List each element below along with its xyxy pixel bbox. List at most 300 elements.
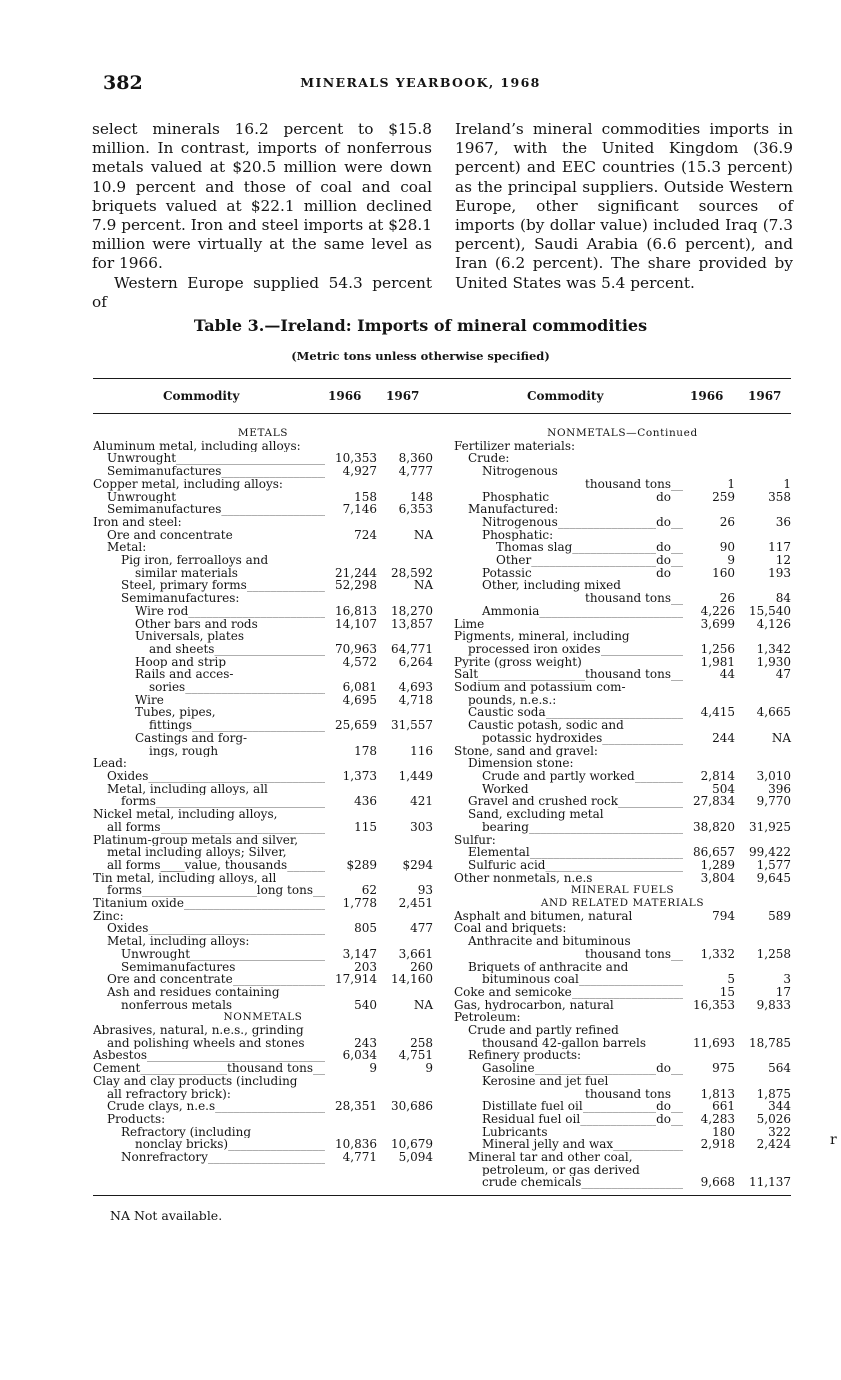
table-row	[93, 846, 433, 859]
commodity-label: Clay and clay products (including	[93, 1074, 298, 1088]
table-row	[454, 478, 791, 491]
commodity-cell	[454, 630, 683, 643]
value-1966: 10,836	[335, 1137, 377, 1152]
value-1966: 1,981	[700, 654, 735, 669]
table-row	[93, 567, 433, 580]
table-row	[454, 681, 791, 694]
value-1966: 26	[719, 591, 735, 606]
commodity-cell	[93, 605, 325, 618]
dot-leader	[532, 567, 656, 580]
value-1967: 18,270	[391, 603, 433, 618]
table-row	[454, 567, 791, 580]
commodity-label: bituminous coal	[482, 973, 579, 986]
value-1966: 203	[354, 959, 377, 974]
dot-leader	[529, 783, 683, 796]
commodity-cell	[454, 808, 683, 821]
value-1967: 31,925	[749, 819, 791, 834]
value-1966: 1,289	[700, 857, 735, 872]
value-1967: 5,094	[398, 1150, 433, 1165]
unit-label: do	[656, 1062, 671, 1075]
value-1966: 504	[712, 781, 735, 796]
commodity-label: Worked	[482, 782, 529, 796]
paragraph: select minerals 16.2 percent to $15.8 million. In contrast, imports of nonferrous metals valued at $20.5 million were down 10.9 percent and those of coal and coal briquets valued at $22.1 million declined 7.9 percent. Iron and steel imports at $28.1 million were virtually at the same level as for 1966.	[92, 120, 432, 273]
commodity-cell	[93, 656, 325, 669]
value-1966: 70,963	[335, 641, 377, 656]
commodity-cell	[454, 732, 683, 745]
value-1966	[325, 516, 377, 529]
value-1966	[683, 452, 735, 465]
table-row	[454, 859, 791, 872]
commodity-cell	[93, 491, 325, 504]
value-1967: 1,930	[756, 654, 791, 669]
commodity-label: forms	[107, 884, 142, 898]
commodity-label: nonferrous metals	[121, 998, 233, 1012]
table-row	[454, 529, 791, 542]
commodity-label: Unwrought	[107, 452, 177, 466]
commodity-cell	[454, 910, 683, 923]
value-1967	[377, 808, 433, 821]
commodity-label: Other nonmetals, n.e.s	[454, 871, 593, 885]
table-row	[93, 1113, 433, 1126]
commodity-cell	[454, 1138, 683, 1151]
value-1967: 4,665	[756, 705, 791, 720]
text-column-left	[92, 120, 432, 312]
table-row	[454, 1088, 791, 1101]
value-1967: 358	[768, 489, 791, 504]
value-1966	[325, 1113, 377, 1126]
dot-leader-end: __	[671, 592, 683, 605]
table-row	[93, 922, 433, 935]
commodity-cell	[454, 592, 683, 605]
value-1966: 3,147	[342, 946, 377, 961]
dot-leader	[218, 745, 325, 758]
value-1967: 260	[410, 959, 433, 974]
value-1966: 6,034	[342, 1048, 377, 1063]
value-1967: 47	[775, 667, 791, 682]
value-1967	[735, 465, 791, 478]
table-right-half	[454, 427, 791, 1189]
dot-leader	[190, 948, 325, 961]
table-row	[93, 986, 433, 999]
value-1967: 1,258	[756, 946, 791, 961]
dot-leader-end: __	[671, 668, 683, 682]
table-row	[93, 1151, 433, 1164]
commodity-label: processed iron oxides	[468, 642, 601, 656]
dot-leader	[572, 541, 656, 554]
value-1967: NA	[413, 578, 433, 593]
running-head: MINERALS YEARBOOK, 1968	[300, 75, 541, 90]
commodity-cell	[93, 1126, 325, 1139]
commodity-cell	[454, 973, 683, 986]
table-row	[93, 834, 433, 847]
dot-leader	[184, 897, 325, 910]
value-1967: 2,424	[756, 1137, 791, 1152]
commodity-cell	[93, 897, 325, 910]
value-1967: NA	[413, 527, 433, 542]
value-1967	[377, 846, 433, 859]
value-1967: 10,679	[391, 1137, 433, 1152]
value-1967	[735, 935, 791, 948]
dot-leader	[214, 643, 325, 656]
commodity-cell	[93, 1138, 325, 1151]
value-1966: 6,081	[342, 680, 377, 695]
value-1967: 589	[768, 908, 791, 923]
value-1967: 117	[768, 540, 791, 555]
commodity-cell	[454, 757, 683, 770]
value-1967: 258	[410, 1035, 433, 1050]
table-row	[93, 859, 433, 872]
dot-leader	[188, 605, 325, 618]
commodity-cell	[454, 1011, 683, 1024]
commodity-label: Tin metal, including alloys, all	[93, 871, 277, 885]
commodity-label: Semimanufactures	[107, 465, 222, 478]
text-column-right	[455, 120, 793, 293]
table-row	[93, 948, 433, 961]
value-1966	[683, 922, 735, 935]
commodity-cell	[93, 770, 325, 783]
unit-label: do	[656, 1100, 671, 1113]
table-row	[93, 897, 433, 910]
value-1967	[377, 541, 433, 554]
value-1966: 4,695	[342, 692, 377, 707]
value-1967: NA	[413, 997, 433, 1012]
table-row	[93, 694, 433, 707]
unit-label: thousand tons	[585, 668, 671, 682]
dot-leader	[635, 770, 683, 783]
table-row	[454, 1176, 791, 1189]
commodity-label: Thomas slag	[496, 541, 573, 555]
dot-leader	[581, 1176, 683, 1189]
commodity-label: sories	[149, 681, 186, 694]
value-1967: 1,875	[756, 1086, 791, 1101]
value-1967: 1	[783, 476, 791, 491]
commodity-cell	[454, 961, 683, 974]
value-1966: 724	[354, 527, 377, 542]
commodity-cell	[454, 872, 683, 885]
table-row	[454, 618, 791, 631]
value-1966: 44	[719, 667, 735, 682]
table-row	[93, 630, 433, 643]
value-1966: 436	[354, 794, 377, 809]
value-1967: 4,126	[756, 616, 791, 631]
commodity-cell	[454, 1088, 683, 1101]
dot-leader	[221, 465, 325, 478]
value-1967	[377, 516, 433, 529]
value-1966: 10,353	[335, 451, 377, 466]
commodity-cell	[454, 668, 683, 681]
value-1966: 9	[727, 553, 735, 568]
table-section-heading: AND RELATED MATERIALS	[540, 897, 705, 910]
value-1966: 21,244	[335, 565, 377, 580]
value-1967	[377, 834, 433, 847]
dot-leader	[164, 694, 325, 707]
dot-leader	[233, 529, 325, 542]
commodity-label: Asbestos	[93, 1049, 147, 1063]
table-row	[93, 440, 433, 453]
commodity-cell	[93, 668, 325, 681]
table-row	[454, 1075, 791, 1088]
table-row	[454, 1100, 791, 1113]
table-row	[93, 706, 433, 719]
commodity-label: Nonrefractory	[121, 1151, 208, 1164]
table-row	[454, 605, 791, 618]
page-number: 382	[103, 72, 143, 94]
dot-leader	[228, 1138, 325, 1151]
commodity-cell	[454, 452, 683, 465]
table-row	[454, 1138, 791, 1151]
value-1967: 303	[410, 819, 433, 834]
value-1966	[325, 834, 377, 847]
commodity-cell	[93, 706, 325, 719]
value-1966: 4,283	[700, 1111, 735, 1126]
table-row	[454, 630, 791, 643]
value-1967: 30,686	[391, 1099, 433, 1114]
table-row	[93, 516, 433, 529]
commodity-label: Cement	[93, 1062, 141, 1075]
commodity-cell	[93, 834, 325, 847]
col-header-commodity-left: Commodity	[163, 389, 240, 403]
value-1966: 52,298	[335, 578, 377, 593]
unit-label: do	[656, 1112, 671, 1126]
value-1967: 3	[783, 972, 791, 987]
table-row	[454, 656, 791, 669]
table-row	[93, 999, 433, 1012]
unit-label: thousand tons	[227, 1062, 313, 1075]
commodity-cell	[93, 529, 325, 542]
col-header-1966-right: 1966	[690, 389, 724, 403]
commodity-label: Ore and concentrate	[107, 973, 233, 986]
commodity-label: Mineral jelly and wax	[482, 1138, 614, 1152]
dot-leader	[549, 491, 656, 504]
commodity-cell	[93, 821, 325, 834]
table-row	[93, 656, 433, 669]
value-1967	[377, 986, 433, 999]
commodity-cell	[93, 478, 325, 491]
commodity-label: Refinery products:	[468, 1049, 582, 1063]
table-row	[93, 503, 433, 516]
commodity-cell	[454, 643, 683, 656]
value-1967: 12	[775, 553, 791, 568]
value-1966: 7,146	[342, 502, 377, 517]
commodity-label: Pig iron, ferroalloys and	[121, 554, 269, 567]
value-1967	[377, 732, 433, 745]
table-row	[93, 1062, 433, 1075]
value-1967: 99,422	[749, 845, 791, 860]
table-row	[454, 999, 791, 1012]
table-row	[93, 910, 433, 923]
value-1967: 1,449	[398, 768, 433, 783]
table-row	[454, 770, 791, 783]
commodity-cell	[454, 491, 683, 504]
commodity-label: Metal, including alloys, all	[107, 782, 268, 796]
table-row	[93, 1100, 433, 1113]
value-1967: 28,592	[391, 565, 433, 580]
dot-leader	[140, 1062, 227, 1075]
value-1966: 26	[719, 514, 735, 529]
commodity-label: Tubes, pipes,	[135, 706, 216, 720]
value-1966	[683, 440, 735, 453]
table-row	[454, 579, 791, 592]
table-row	[93, 961, 433, 974]
table-footnote: NA Not available.	[110, 1208, 223, 1223]
commodity-cell	[454, 516, 683, 529]
commodity-label: Metal, including alloys:	[107, 935, 250, 948]
value-1966: 5	[727, 972, 735, 987]
commodity-cell	[454, 579, 683, 592]
value-1966: 259	[712, 489, 735, 504]
commodity-label: Wire	[135, 693, 164, 707]
table-row	[454, 1113, 791, 1126]
value-1967: 9,833	[756, 997, 791, 1012]
unit-label: thousand tons	[585, 947, 671, 961]
commodity-label: Copper metal, including alloys:	[93, 477, 283, 491]
table-row	[93, 579, 433, 592]
dot-leader	[582, 656, 683, 669]
value-1966: 1,332	[700, 946, 735, 961]
value-1967	[735, 808, 791, 821]
value-1966: 4,927	[342, 464, 377, 479]
value-1967	[735, 1075, 791, 1088]
commodity-label: Phosphatic:	[482, 528, 554, 542]
table-row	[93, 1126, 433, 1139]
commodity-cell	[454, 948, 683, 961]
value-1967: 93	[417, 883, 433, 898]
commodity-label: Ammonia	[482, 604, 540, 618]
table-row	[454, 961, 791, 974]
commodity-label: Salt	[454, 668, 479, 682]
value-1967	[377, 1024, 433, 1037]
table-row	[454, 503, 791, 516]
dot-leader	[580, 1113, 656, 1126]
value-1967: 4,751	[398, 1048, 433, 1063]
dot-leader	[148, 770, 325, 783]
commodity-label: Hoop and strip	[135, 655, 227, 669]
value-1966: 2,814	[700, 768, 735, 783]
value-1966: 1,256	[700, 641, 735, 656]
col-header-1967-right: 1967	[748, 389, 782, 403]
commodity-label: Other, including mixed	[482, 579, 621, 593]
value-1966	[683, 1011, 735, 1024]
commodity-cell	[93, 567, 325, 580]
value-1967: 8,360	[398, 451, 433, 466]
dot-leader-end: __	[671, 1062, 683, 1075]
unit-label: long tons	[256, 884, 313, 898]
commodity-cell	[93, 961, 325, 974]
commodity-label: Pigments, mineral, including	[454, 630, 630, 643]
table-row	[93, 1138, 433, 1151]
value-1966: 4,572	[342, 654, 377, 669]
commodity-cell	[93, 757, 325, 770]
commodity-cell	[454, 541, 683, 554]
value-1967	[735, 745, 791, 758]
col-header-1966-left: 1966	[328, 389, 362, 403]
table-row	[454, 795, 791, 808]
table-row	[454, 668, 791, 681]
dot-leader	[601, 643, 684, 656]
commodity-label: Gas, hydrocarbon, natural	[454, 998, 614, 1012]
dot-leader	[484, 618, 683, 631]
table-row	[454, 541, 791, 554]
table-row	[454, 592, 791, 605]
dot-leader-end: __	[671, 947, 683, 961]
dot-leader-end: __	[671, 566, 683, 580]
commodity-label: Petroleum:	[454, 1011, 521, 1025]
commodity-cell	[454, 783, 683, 796]
table-row	[93, 1088, 433, 1101]
commodity-label: Sulfur:	[454, 833, 496, 847]
table-row	[454, 1011, 791, 1024]
commodity-label: crude chemicals	[482, 1176, 582, 1190]
table-row	[454, 973, 791, 986]
value-1966	[683, 1151, 735, 1164]
commodity-label: Fertilizer materials:	[454, 439, 576, 453]
value-1967	[377, 592, 433, 605]
value-1967: 6,264	[398, 654, 433, 669]
value-1967: 4,693	[398, 680, 433, 695]
value-1966: 4,226	[700, 603, 735, 618]
unit-label: do	[656, 554, 671, 567]
commodity-cell	[454, 1176, 683, 1189]
commodity-cell	[93, 630, 325, 643]
commodity-label: Caustic soda	[468, 706, 546, 720]
table-row	[454, 1151, 791, 1164]
commodity-label: Oxides	[107, 922, 149, 936]
commodity-label: Wire rod	[135, 604, 189, 618]
dot-leader	[535, 1062, 656, 1075]
value-1966	[325, 986, 377, 999]
commodity-label: Abrasives, natural, n.e.s., grinding	[93, 1024, 304, 1037]
value-1966: 160	[712, 565, 735, 580]
commodity-cell	[93, 554, 325, 567]
commodity-cell	[93, 1075, 325, 1088]
value-1967: 14,160	[391, 972, 433, 987]
commodity-cell	[93, 859, 325, 872]
value-1967	[735, 719, 791, 732]
table-top-rule	[93, 378, 791, 379]
value-1967: 564	[768, 1061, 791, 1076]
dot-leader-end: __	[671, 490, 683, 504]
dot-leader	[232, 999, 325, 1012]
dot-leader	[632, 910, 683, 923]
value-1967: 6,353	[398, 502, 433, 517]
table-row	[454, 1062, 791, 1075]
commodity-cell	[454, 859, 683, 872]
value-1966: 243	[354, 1035, 377, 1050]
value-1966	[683, 465, 735, 478]
commodity-cell	[93, 1088, 325, 1101]
table-row	[454, 694, 791, 707]
dot-leader	[147, 1049, 325, 1062]
commodity-label: Nickel metal, including alloys,	[93, 808, 278, 821]
dot-leader	[614, 999, 683, 1012]
value-1967: NA	[771, 730, 791, 745]
commodity-label: fittings	[149, 719, 193, 732]
table-row	[93, 1049, 433, 1062]
table-section-heading: NONMETALS	[223, 1011, 303, 1024]
commodity-label: ings, rough	[149, 744, 219, 758]
commodity-cell	[93, 592, 325, 605]
commodity-cell	[454, 821, 683, 834]
table-left-half	[93, 427, 433, 1164]
value-1967: 15,540	[749, 603, 791, 618]
dot-leader	[613, 1138, 683, 1151]
commodity-cell	[454, 681, 683, 694]
table-row	[93, 935, 433, 948]
commodity-cell	[93, 999, 325, 1012]
value-1967	[735, 1151, 791, 1164]
dot-leader-end: __	[671, 554, 683, 567]
commodity-label: potassic hydroxides	[482, 731, 603, 745]
